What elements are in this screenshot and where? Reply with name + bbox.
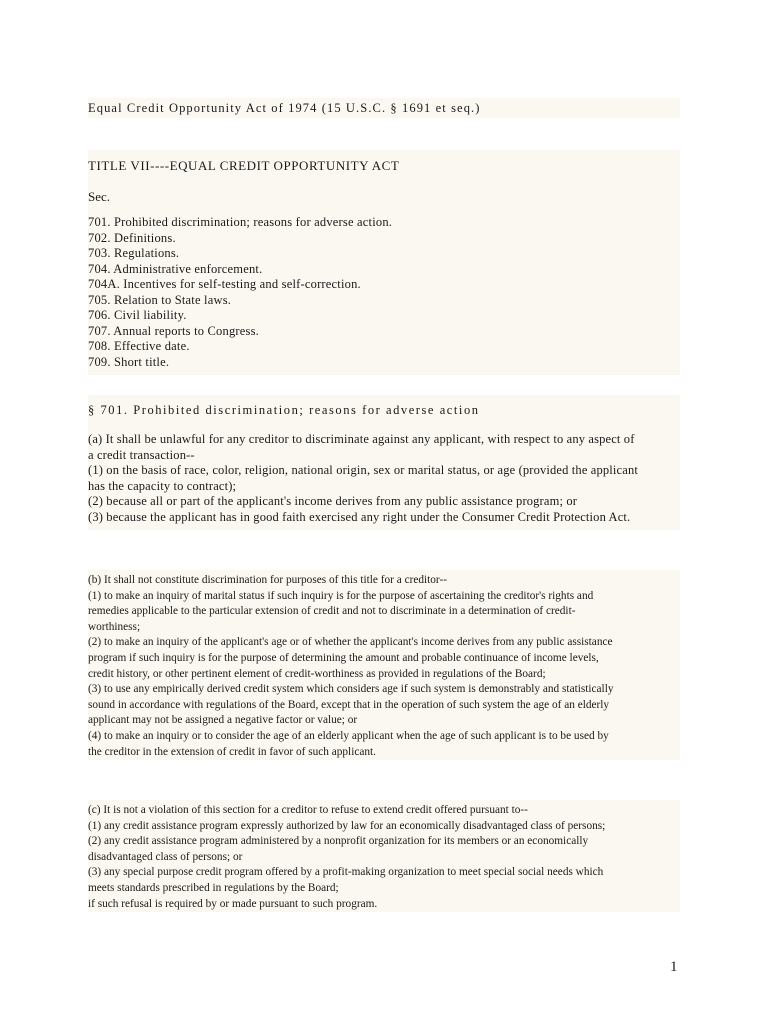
section-701-block xyxy=(88,395,680,530)
paragraph-line: if such refusal is required by or made pursuant to such program. xyxy=(88,897,378,910)
paragraph-line: (1) on the basis of race, color, religion, national origin, sex or marital status, or age (provided the applicant xyxy=(88,463,638,478)
subsection-c xyxy=(88,803,605,912)
title-heading: TITLE VII----EQUAL CREDIT OPPORTUNITY ACT xyxy=(88,158,400,173)
paragraph-line: (3) any special purpose credit program offered by a profit-making organization to meet special social needs which xyxy=(88,866,604,879)
paragraph-line: (4) to make an inquiry or to consider the age of an elderly applicant when the age of such applicant is to be used by xyxy=(88,729,609,742)
paragraph-line: program if such inquiry is for the purpose of determining the amount and probable continuance of income levels, xyxy=(88,651,599,664)
toc-item: 704A. Incentives for self-testing and self-correction. xyxy=(88,277,361,291)
toc-item: 706. Civil liability. xyxy=(88,308,187,322)
paragraph-line: (c) It is not a violation of this section for a creditor to refuse to extend credit offered pursuant to-- xyxy=(88,804,528,816)
toc-item: 702. Definitions. xyxy=(88,230,176,245)
document-title: Equal Credit Opportunity Act of 1974 (15 U.S.C. § 1691 et seq.) xyxy=(88,101,481,115)
paragraph-line: the creditor in the extension of credit in favor of such applicant. xyxy=(88,745,376,758)
subsection-c-block xyxy=(88,800,680,912)
toc-item: 701. Prohibited discrimination; reasons for adverse action. xyxy=(88,215,393,229)
paragraph-line: (b) It shall not constitute discrimination for purposes of this title for a creditor-- xyxy=(88,574,447,586)
paragraph-line: sound in accordance with regulations of the Board, except that in the operation of such system the age of an elderly xyxy=(88,698,610,711)
paragraph-line: meets standards prescribed in regulations by the Board; xyxy=(88,881,339,894)
paragraph-line: has the capacity to contract); xyxy=(88,478,237,493)
subsection-a xyxy=(88,432,638,526)
paragraph-line: (3) to use any empirically derived credit system which considers age if such system is demonstrably and statistically xyxy=(88,683,614,696)
page-number: 1 xyxy=(670,959,678,975)
paragraph-line: (a) It shall be unlawful for any creditor to discriminate against any applicant, with respect to any aspect of xyxy=(88,432,635,446)
sec-label: Sec. xyxy=(88,189,111,204)
paragraph-line: disadvantaged class of persons; or xyxy=(88,850,243,863)
toc-item: 705. Relation to State laws. xyxy=(88,292,232,307)
toc-item: 707. Annual reports to Congress. xyxy=(88,323,259,338)
paragraph-line: remedies applicable to the particular extension of credit and not to discriminate in a determination of credit- xyxy=(88,605,576,618)
paragraph-line: (2) any credit assistance program administered by a nonprofit organization for its members or an economically xyxy=(88,835,589,848)
paragraph-line: applicant may not be assigned a negative factor or value; or xyxy=(88,714,358,727)
toc-item: 709. Short title. xyxy=(88,354,170,369)
paragraph-line: (2) to make an inquiry of the applicant's age or of whether the applicant's income derives from any public assistance xyxy=(88,636,613,649)
paragraph-line: (3) because the applicant has in good faith exercised any right under the Consumer Credit Protection Act. xyxy=(88,509,631,524)
paragraph-line: a credit transaction-- xyxy=(88,447,195,462)
paragraph-line: (1) to make an inquiry of marital status if such inquiry is for the purpose of ascertaining the creditor's rights and xyxy=(88,589,594,602)
toc-item: 703. Regulations. xyxy=(88,246,180,260)
subsection-b xyxy=(88,573,614,760)
paragraph-line: worthiness; xyxy=(88,620,141,633)
section-heading: § 701. Prohibited discrimination; reasons for adverse action xyxy=(88,403,480,417)
paragraph-line: (1) any credit assistance program expressly authorized by law for an economically disadvantaged class of persons; xyxy=(88,819,606,832)
toc-list xyxy=(88,215,392,370)
subsection-b-block xyxy=(88,570,680,760)
paragraph-line: (2) because all or part of the applicant's income derives from any public assistance program; or xyxy=(88,494,578,509)
table-of-contents-block xyxy=(88,150,680,375)
toc-item: 708. Effective date. xyxy=(88,339,190,353)
paragraph-line: credit history, or other pertinent element of credit-worthiness as provided in regulations of the Board; xyxy=(88,667,546,680)
toc-item: 704. Administrative enforcement. xyxy=(88,261,263,276)
document-title-block xyxy=(88,98,680,118)
